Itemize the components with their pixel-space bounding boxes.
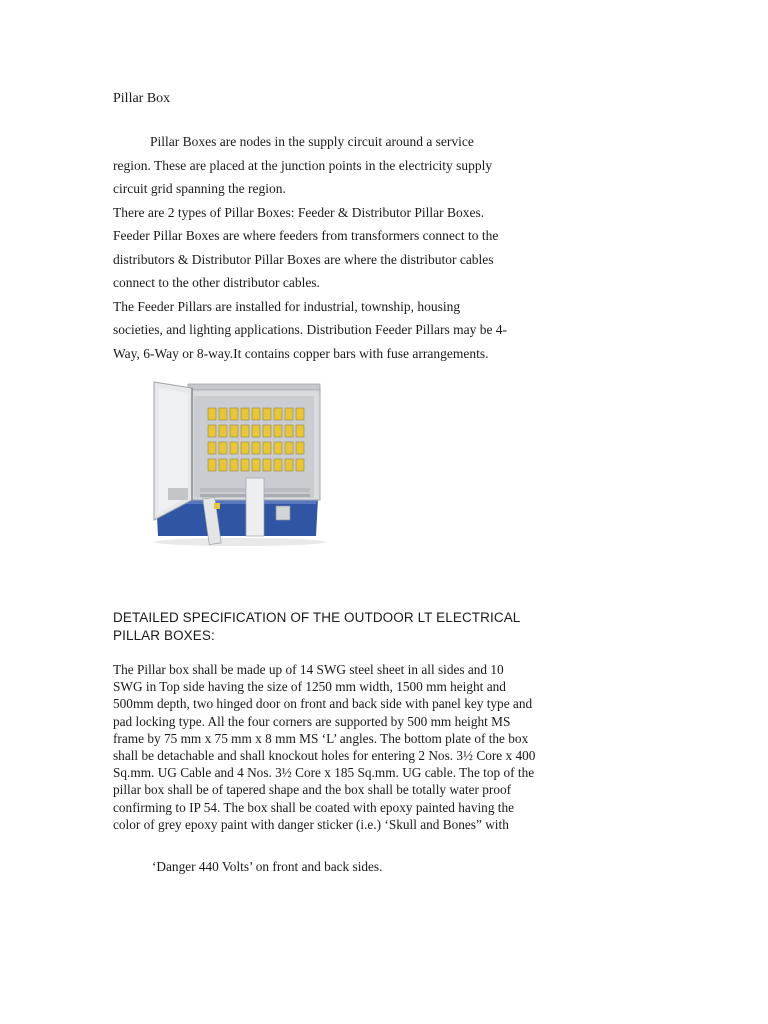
fuse-unit-icon	[263, 425, 271, 437]
intro-line: There are 2 types of Pillar Boxes: Feeder & Distributor Pillar Boxes.	[113, 204, 485, 220]
fuse-unit-icon	[296, 459, 304, 471]
spec-line: Sq.mm. UG Cable and 4 Nos. 3½ Core x 185 Sq.mm. UG cable. The top of the	[113, 765, 535, 781]
fuse-unit-icon	[274, 442, 282, 454]
fuse-unit-icon	[230, 459, 238, 471]
intro-line: connect to the other distributor cables.	[113, 275, 320, 290]
intro-line: Way, 6-Way or 8-way.It contains copper bars with fuse arrangements.	[113, 345, 489, 361]
spec-heading-line: PILLAR BOXES:	[113, 628, 215, 643]
fuse-unit-icon	[252, 408, 260, 420]
fuse-unit-icon	[219, 459, 227, 471]
intro-line: region. These are placed at the junction points in the electricity supply	[113, 157, 493, 173]
fuse-unit-icon	[274, 408, 282, 420]
fuse-unit-icon	[252, 459, 260, 471]
spec-line: pad locking type. All the four corners are supported by 500 mm height MS	[113, 713, 511, 729]
intro-paragraph	[113, 130, 553, 365]
fuse-unit-icon	[219, 408, 227, 420]
fuse-unit-icon	[208, 408, 216, 420]
fuse-unit-icon	[274, 425, 282, 437]
intro-line: distributors & Distributor Pillar Boxes are where the distributor cables	[113, 251, 494, 267]
spec-line: pillar box shall be of tapered shape and the box shall be totally water proof	[113, 782, 512, 798]
fuse-unit-icon	[208, 459, 216, 471]
fuse-unit-icon	[263, 442, 271, 454]
intro-line: The Feeder Pillars are installed for industrial, township, housing	[113, 298, 461, 314]
fuse-unit-icon	[230, 425, 238, 437]
spec-heading	[113, 609, 573, 645]
fuse-unit-icon	[219, 425, 227, 437]
pillar-box-illustration	[148, 378, 328, 548]
fuse-unit-icon	[230, 442, 238, 454]
intro-line: circuit grid spanning the region.	[113, 181, 286, 196]
intro-line: Pillar Boxes are nodes in the supply circuit around a service	[150, 134, 474, 149]
fuse-unit-icon	[252, 442, 260, 454]
spec-line: The Pillar box shall be made up of 14 SWG steel sheet in all sides and 10	[113, 662, 504, 677]
fuse-unit-icon	[230, 408, 238, 420]
spec-paragraph	[113, 661, 583, 833]
fuse-unit-icon	[263, 459, 271, 471]
fuse-unit-icon	[208, 442, 216, 454]
fuse-unit-icon	[241, 425, 249, 437]
spec-line: color of grey epoxy paint with danger sticker (i.e.) ‘Skull and Bones” with	[113, 816, 509, 832]
fuse-unit-icon	[241, 459, 249, 471]
fuse-unit-icon	[263, 408, 271, 420]
spec-line: shall be detachable and shall knockout holes for entering 2 Nos. 3½ Core x 400	[113, 748, 536, 764]
spec-line: frame by 75 mm x 75 mm x 8 mm MS ‘L’ angles. The bottom plate of the box	[113, 730, 529, 746]
fuse-unit-icon	[285, 442, 293, 454]
fuse-unit-icon	[208, 425, 216, 437]
fuse-unit-icon	[252, 425, 260, 437]
spec-line: confirming to IP 54. The box shall be coated with epoxy painted having the	[113, 799, 515, 815]
fuse-unit-icon	[274, 459, 282, 471]
pillar-box-photo	[148, 378, 328, 548]
fuse-unit-icon	[219, 442, 227, 454]
fuse-unit-icon	[241, 408, 249, 420]
intro-line: societies, and lighting applications. Distribution Feeder Pillars may be 4-	[113, 322, 508, 337]
fuse-unit-icon	[241, 442, 249, 454]
danger-line: ‘Danger 440 Volts’ on front and back sides.	[152, 859, 383, 874]
intro-line: Feeder Pillar Boxes are where feeders from transformers connect to the	[113, 228, 499, 243]
spec-line: 500mm depth, two hinged door on front and back side with panel key type and	[113, 696, 533, 712]
fuse-unit-icon	[285, 425, 293, 437]
fuse-unit-icon	[296, 408, 304, 420]
page-title: Pillar Box	[113, 91, 171, 106]
fuse-unit-icon	[296, 442, 304, 454]
fuse-unit-icon	[285, 459, 293, 471]
spec-line: SWG in Top side having the size of 1250 mm width, 1500 mm height and	[113, 679, 506, 695]
spec-heading-line: DETAILED SPECIFICATION OF THE OUTDOOR LT ELECTRICAL	[113, 610, 521, 625]
fuse-unit-icon	[296, 425, 304, 437]
fuse-unit-icon	[285, 408, 293, 420]
